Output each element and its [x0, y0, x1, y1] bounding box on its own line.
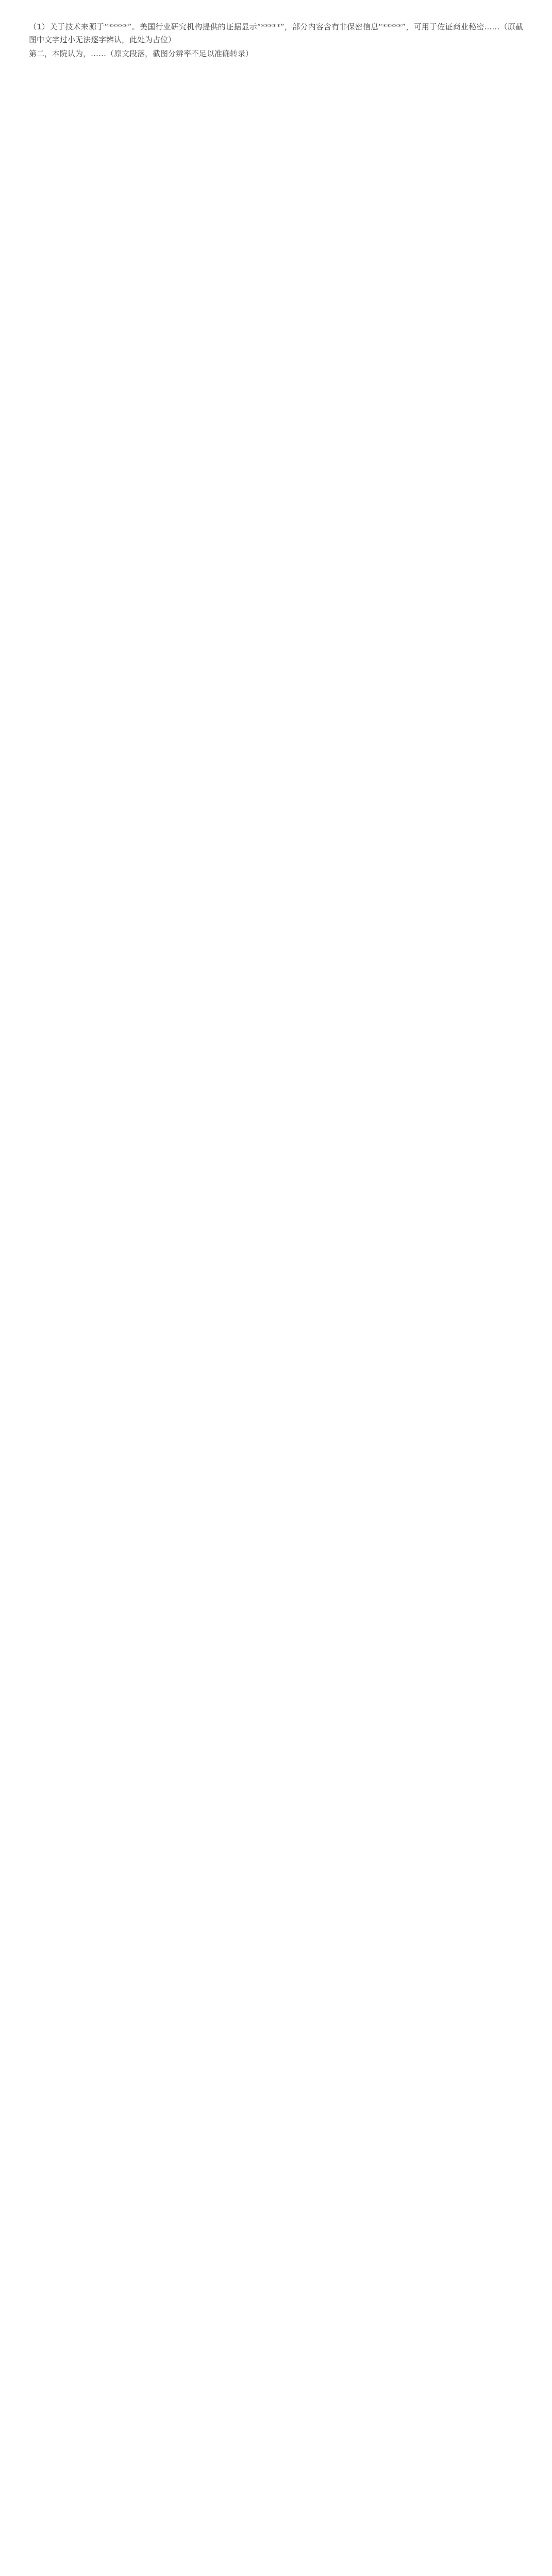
paragraph: （1）关于技术来源于“*****”。美国行业研究机构提供的证据显示“*****”，部分内容含有非保密信息“*****”，可用于佐证商业秘密……（原截图中文字过小无法逐字辨认，此处为占位） — [29, 22, 523, 44]
document-body — [29, 21, 523, 60]
paragraph: 第二，本院认为，……（原文段落，截图分辨率不足以准确转录） — [29, 49, 254, 58]
